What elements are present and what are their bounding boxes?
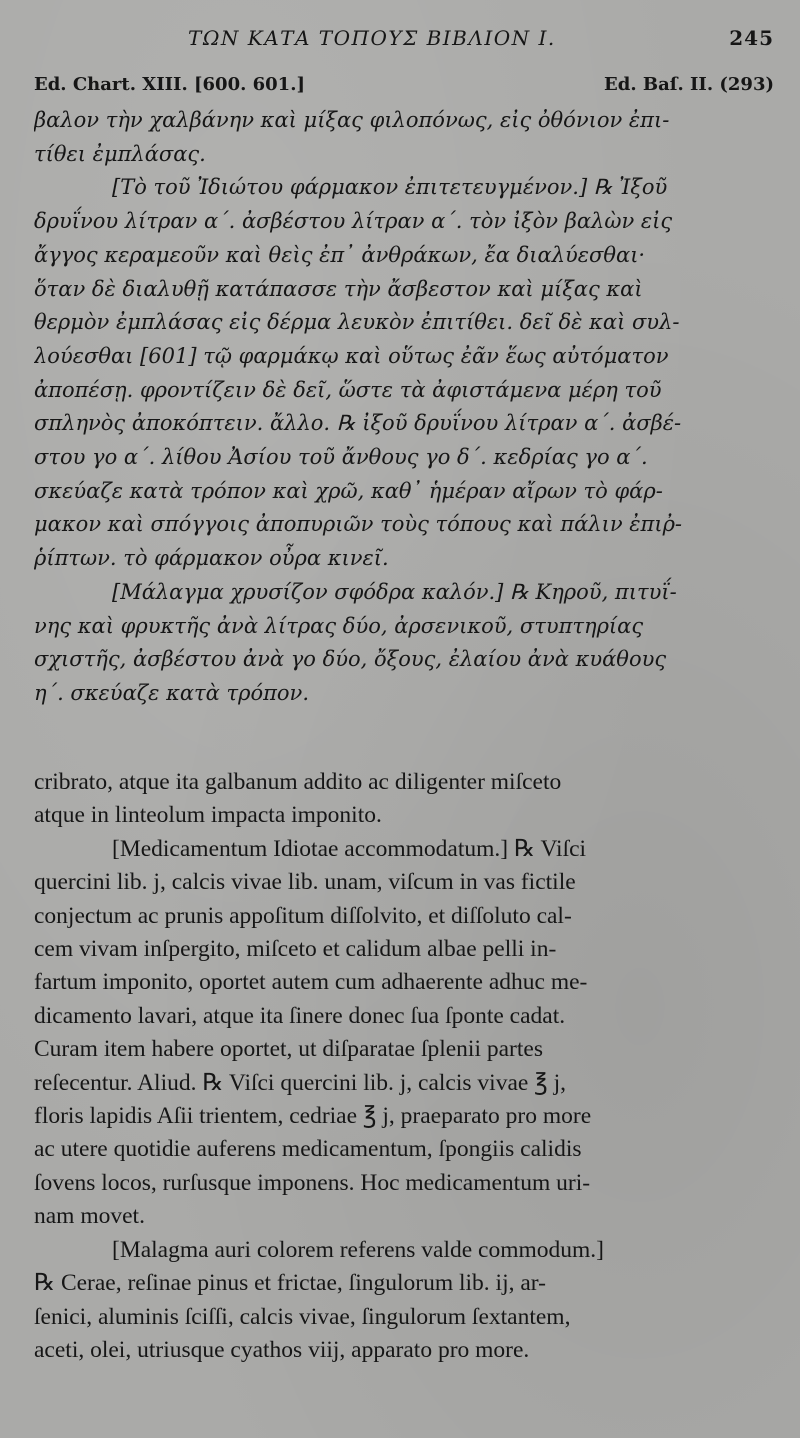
greek-line: σπληνὸς ἀποκόπτειν. ἄλλο. ℞ ἰξοῦ δρυΐνου λίτραν α΄. ἀσβέ- xyxy=(34,411,682,436)
latin-line: [Malagma auri colorem referens valde commodum.] xyxy=(112,1236,604,1263)
running-head xyxy=(34,26,774,60)
greek-line: λούεσθαι [601] τῷ φαρμάκῳ καὶ οὕτως ἐᾶν ἕως αὐτόματον xyxy=(34,343,669,368)
latin-line: conjectum ac prunis appoſitum diſſolvito, et diſſoluto cal- xyxy=(34,902,572,929)
latin-line: aceti, olei, utriusque cyathos viij, apparato pro more. xyxy=(34,1336,530,1363)
greek-text xyxy=(34,104,768,711)
greek-line: στου γο α΄. λίθου Ἀσίου τοῦ ἄνθους γο δ΄. κεδρίας γο α΄. xyxy=(34,445,648,470)
greek-line: τίθει ἐμπλάσας. xyxy=(34,141,206,166)
greek-line: ῥίπτων. τὸ φάρμακον οὖρα κινεῖ. xyxy=(34,546,389,571)
greek-line: [Μάλαγμα χρυσίζον σφόδρα καλόν.] ℞ Κηροῦ, πιτυΐ- xyxy=(112,579,677,604)
latin-line: Curam item habere oportet, ut diſparatae ſplenii partes xyxy=(34,1036,543,1063)
greek-line: [Τὸ τοῦ Ἰδιώτου φάρμακον ἐπιτετευγμένον.] ℞ Ἰξοῦ xyxy=(112,175,668,200)
latin-line: reſecentur. Aliud. ℞ Viſci quercini lib. j, calcis vivae ℥ j, xyxy=(34,1069,567,1096)
edition-basel: Ed. Baſ. II. (293) xyxy=(604,74,774,95)
greek-line: δρυΐνου λίτραν α΄. ἀσβέστου λίτραν α΄. τὸν ἰξὸν βαλὼν εἰς xyxy=(34,209,673,234)
latin-line: quercini lib. j, calcis vivae lib. unam, viſcum in vas fictile xyxy=(34,869,576,896)
latin-line: nam movet. xyxy=(34,1203,145,1230)
greek-line: θερμὸν ἐμπλάσας εἰς δέρμα λευκὸν ἐπιτίθει. δεῖ δὲ καὶ συλ- xyxy=(34,310,680,335)
latin-line: dicamento lavari, atque ita ſinere donec ſua ſponte cadat. xyxy=(34,1002,566,1029)
latin-line: fartum imponito, oportet autem cum adhaerente adhuc me- xyxy=(34,969,588,996)
page-number: 245 xyxy=(729,26,774,50)
latin-line: ℞ Cerae, reſinae pinus et frictae, ſingulorum lib. ij, ar- xyxy=(34,1270,546,1297)
edition-chartier: Ed. Chart. XIII. [600. 601.] xyxy=(34,74,305,95)
latin-line: ſovens locos, rurſusque imponens. Hoc medicamentum uri- xyxy=(34,1169,591,1196)
greek-line: ὅταν δὲ διαλυθῇ κατάπασσε τὴν ἄσβεστον καὶ μίξας καὶ xyxy=(34,276,643,301)
latin-line: cribrato, atque ita galbanum addito ac diligenter miſceto xyxy=(34,769,562,795)
latin-line: ac utere quotidie auferens medicamentum, ſpongiis calidis xyxy=(34,1136,582,1163)
latin-line: floris lapidis Aſii trientem, cedriae ℥ j, praeparato pro more xyxy=(34,1103,592,1130)
greek-line: σκεύαζε κατὰ τρόπον καὶ χρῶ, καθ᾽ ἡμέραν αἴρων τὸ φάρ- xyxy=(34,478,663,503)
latin-line: ſenici, aluminis ſciſſi, calcis vivae, ſingulorum ſextantem, xyxy=(34,1303,571,1330)
latin-text xyxy=(34,766,768,1367)
latin-line: cem vivam inſpergito, miſceto et calidum albae pelli in- xyxy=(34,936,557,963)
latin-line: atque in linteolum impacta imponito. xyxy=(34,802,382,829)
greek-line: βαλον τὴν χαλβάνην καὶ μίξας φιλοπόνως, εἰς ὀθόνιον ἐπι- xyxy=(34,108,670,132)
latin-line: [Medicamentum Idiotae accommodatum.] ℞ Viſci xyxy=(112,835,587,862)
greek-line: ἄγγος κεραμεοῦν καὶ θεὶς ἐπ᾽ ἀνθράκων, ἔα διαλύεσθαι· xyxy=(34,242,646,267)
greek-line: ἀποπέσῃ. φροντίζειν δὲ δεῖ, ὥστε τὰ ἀφιστάμενα μέρη τοῦ xyxy=(34,377,662,402)
greek-line: νης καὶ φρυκτῆς ἀνὰ λίτρας δύο, ἀρσενικοῦ, στυπτηρίας xyxy=(34,613,644,638)
running-title: ΤΩΝ ΚΑΤΑ ΤΟΠΟΥΣ ΒΙΒΛΙΟΝ Ι. xyxy=(188,26,556,50)
greek-line: σχιστῆς, ἀσβέστου ἀνὰ γο δύο, ὄξους, ἐλαίου ἀνὰ κυάθους xyxy=(34,647,667,672)
greek-line: η΄. σκεύαζε κατὰ τρόπον. xyxy=(34,680,309,705)
greek-line: μακον καὶ σπόγγοις ἀποπυριῶν τοὺς τόπους καὶ πάλιν ἐπιῤ- xyxy=(34,512,683,537)
edition-references xyxy=(34,74,774,100)
